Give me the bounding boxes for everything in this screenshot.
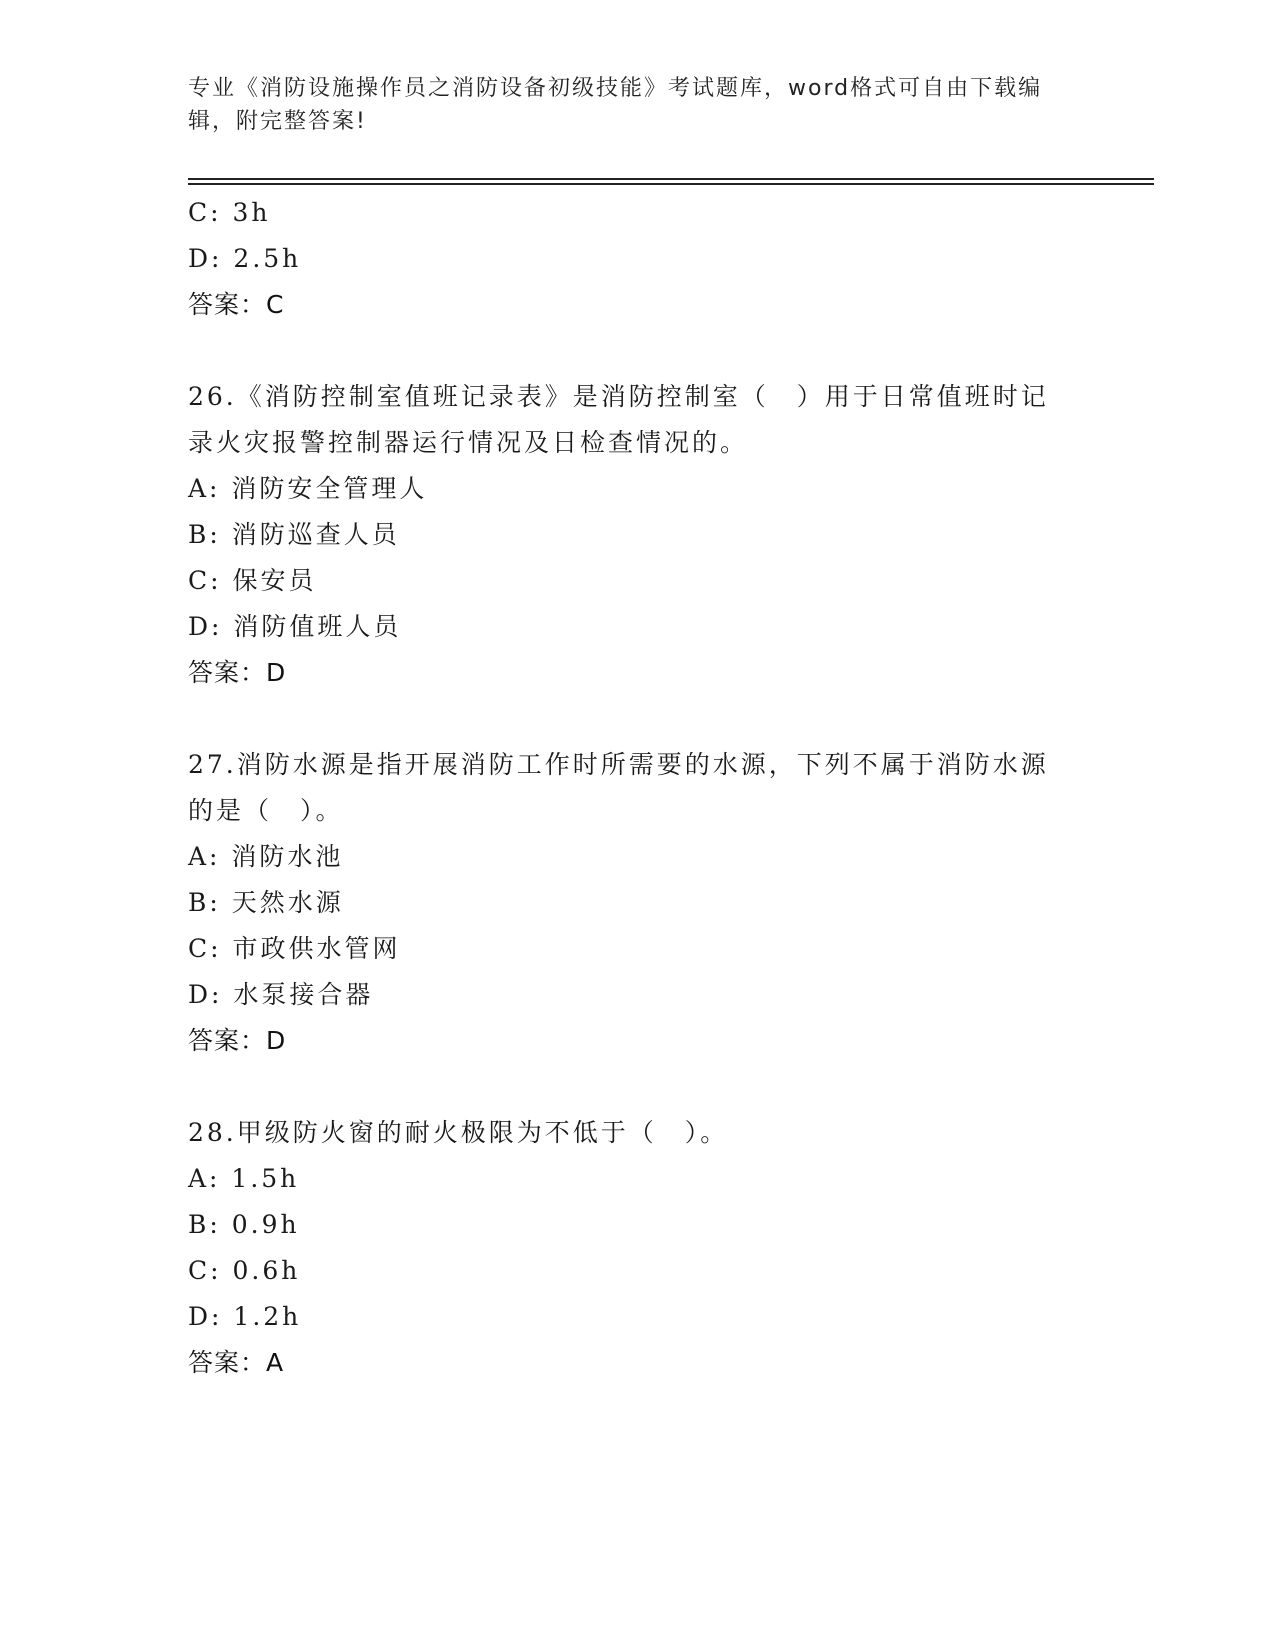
option-a: A: 消防安全管理人 (188, 474, 428, 503)
question-stem: 27.消防水源是指开展消防工作时所需要的水源，下列不属于消防水源 (188, 750, 1049, 779)
option-a: A: 消防水池 (188, 842, 344, 871)
header-line-1: 专业《消防设施操作员之消防设备初级技能》考试题库，word格式可自由下载编 (188, 76, 1043, 101)
answer-line: 答案：D (188, 1026, 287, 1055)
question-25-continued (188, 190, 1088, 328)
answer-line: 答案：A (188, 1348, 285, 1377)
option-b: B: 天然水源 (188, 888, 344, 917)
question-stem: 28.甲级防火窗的耐火极限为不低于（ ）。 (188, 1118, 729, 1147)
option-c: C: 3h (188, 198, 271, 227)
option-d: D: 消防值班人员 (188, 612, 402, 641)
option-d: D: 1.2h (188, 1302, 302, 1331)
question-stem: 的是（ ）。 (188, 796, 344, 825)
option-d: D: 水泵接合器 (188, 980, 374, 1009)
question-stem: 26.《消防控制室值班记录表》是消防控制室（ ）用于日常值班时记 (188, 382, 1049, 411)
option-c: C: 保安员 (188, 566, 317, 595)
option-c: C: 0.6h (188, 1256, 301, 1285)
option-b: B: 消防巡查人员 (188, 520, 400, 549)
header-line-2: 辑，附完整答案! (188, 109, 367, 134)
document-body (188, 190, 1088, 1386)
question-28 (188, 1110, 1088, 1386)
option-c: C: 市政供水管网 (188, 934, 401, 963)
header-divider-top (188, 178, 1154, 180)
question-26 (188, 374, 1088, 696)
spacer (188, 696, 1088, 742)
page-header (188, 72, 1088, 138)
answer-line: 答案：D (188, 658, 287, 687)
option-b: B: 0.9h (188, 1210, 300, 1239)
spacer (188, 328, 1088, 374)
header-divider-bottom (188, 183, 1154, 185)
option-d: D: 2.5h (188, 244, 302, 273)
spacer (188, 1064, 1088, 1110)
question-stem: 录火灾报警控制器运行情况及日检查情况的。 (188, 428, 749, 457)
question-27 (188, 742, 1088, 1064)
answer-line: 答案：C (188, 290, 285, 319)
option-a: A: 1.5h (188, 1164, 300, 1193)
